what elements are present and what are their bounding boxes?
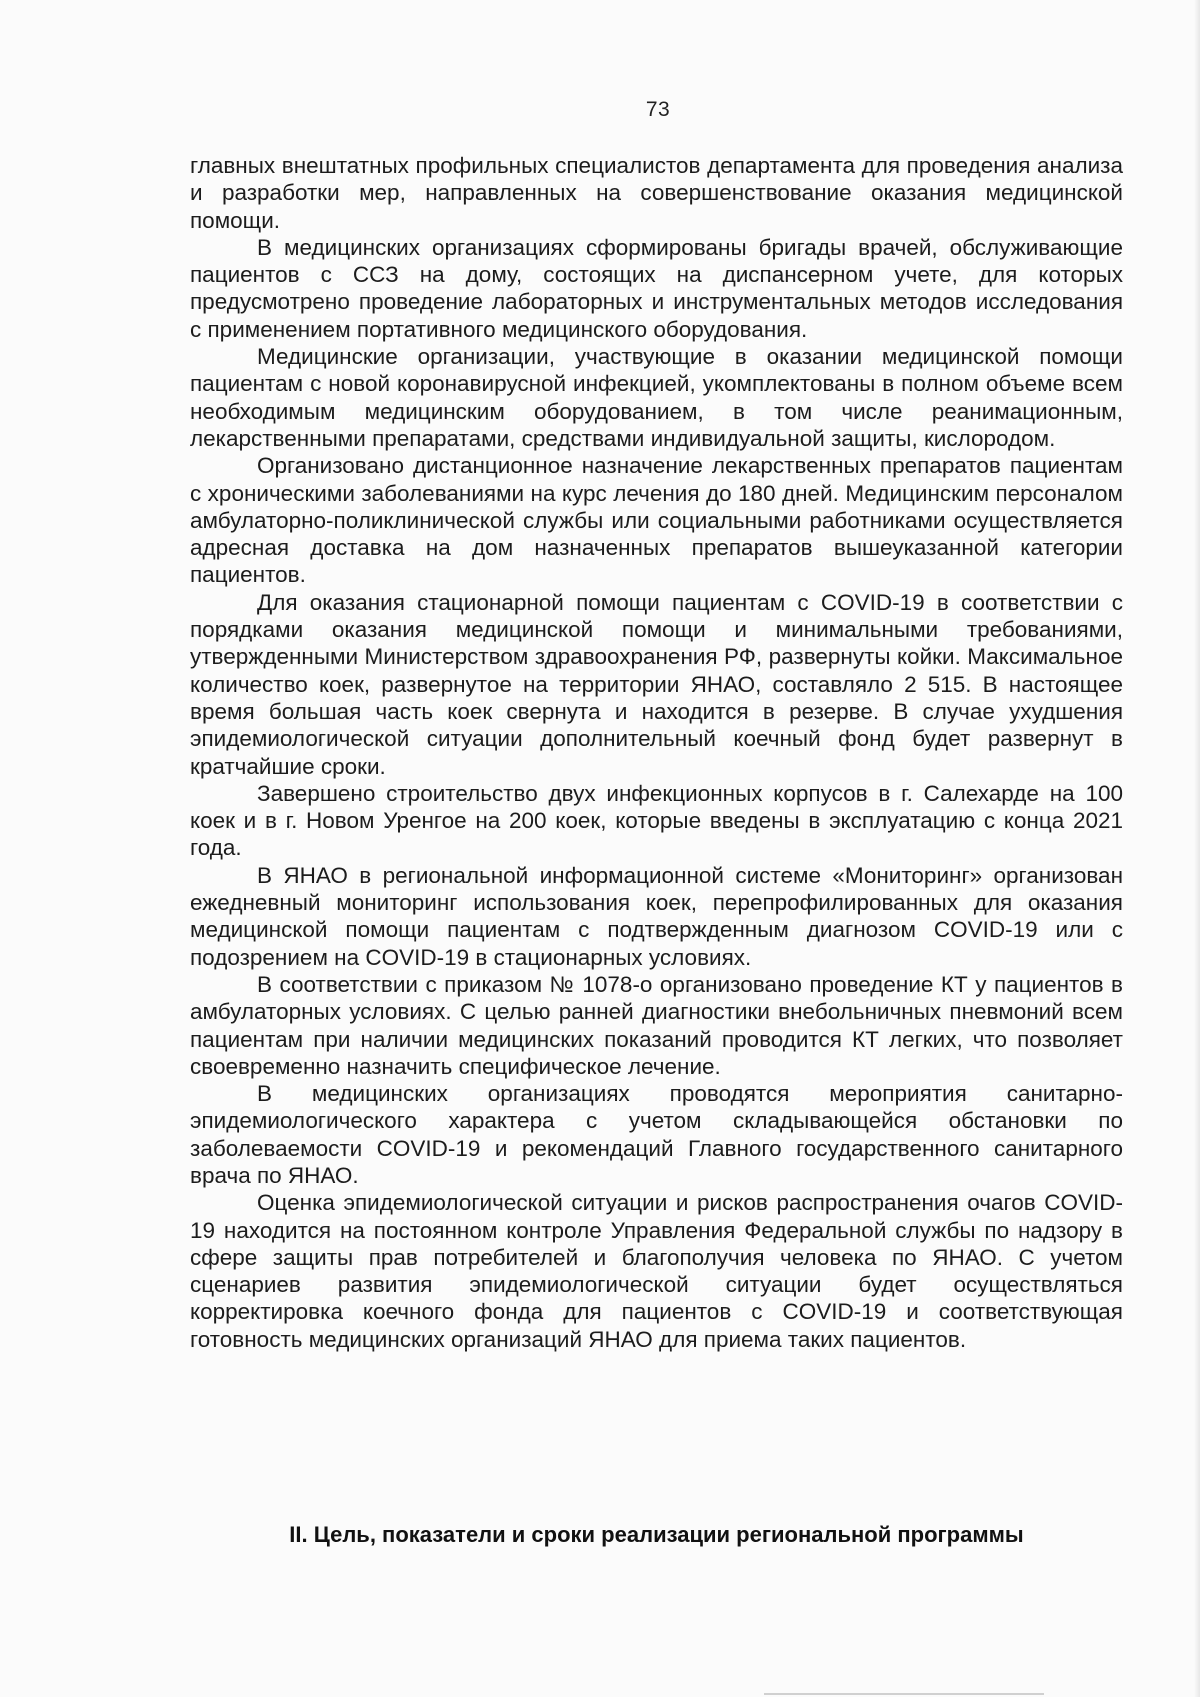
paragraph-equipment: Медицинские организации, участвующие в оказании медицинской помощи пациентам с новой коронавирусной инфекцией, укомплектованы в полном объеме всем необходимым медицинским оборудованием, в том числе реанимационным, лекарственными препаратами, средствами индивидуальной защиты, кислородом. <box>190 344 1123 451</box>
page-number: 73 <box>645 98 671 121</box>
page-edge-shadow <box>1194 0 1200 1697</box>
paragraph-remote-prescription: Организовано дистанционное назначение лекарственных препаратов пациентам с хроническими заболеваниями на курс лечения до 180 дней. Медицинским персоналом амбулаторно-поликлинической службы или социальными работниками осуществляется адресная доставка на дом назначенных препаратов вышеуказанной категории пациентов. <box>190 453 1123 588</box>
paragraph-monitoring-system: В ЯНАО в региональной информационной системе «Мониторинг» организован ежедневный мониторинг использования коек, перепрофилированных для оказания медицинской помощи пациентам с подтвержденным диагнозом COVID-19 или с подозрением на COVID-19 в стационарных условиях. <box>190 862 1123 970</box>
paragraph-risk-assessment: Оценка эпидемиологической ситуации и рисков распространения очагов COVID-19 находится на постоянном контроле Управления Федеральной службы по надзору в сфере защиты прав потребителей и благополучия человека по ЯНАО. С учетом сценариев развития эпидемиологической ситуации будет осуществляться корректировка коечного фонда для пациентов с COVID-19 и соответствующая готовность медицинских организаций ЯНАО для приема таких пациентов. <box>190 1190 1123 1352</box>
section-heading: II. Цель, показатели и сроки реализации региональной программы <box>289 1522 1024 1547</box>
paragraph-infectious-buildings: Завершено строительство двух инфекционных корпусов в г. Салехарде на 100 коек и в г. Новом Уренгое на 200 коек, которые введены в эксплуатацию с конца 2021 года. <box>190 780 1123 861</box>
paragraph-hospital-beds: Для оказания стационарной помощи пациентам с COVID-19 в соответствии с порядками оказания медицинской помощи и минимальными требованиями, утвержденными Министерством здравоохранения РФ, развернуты койки. Максимальное количество коек, развернутое на территории ЯНАО, составляло 2 515. В настоящее время большая часть коек свернута и находится в резерве. В случае ухудшения эпидемиологической ситуации дополнительный коечный фонд будет развернут в кратчайшие сроки. <box>190 589 1123 779</box>
paragraph-continuation: главных внештатных профильных специалистов департамента для проведения анализа и разработки мер, направленных на совершенствование оказания медицинской помощи. <box>190 153 1123 233</box>
paragraph-ct-order: В соответствии с приказом № 1078-о организовано проведение КТ у пациентов в амбулаторных условиях. С целью ранней диагностики внебольничных пневмоний всем пациентам при наличии медицинских показаний проводится КТ легких, что позволяет своевременно назначить специфическое лечение. <box>190 971 1123 1079</box>
document-body <box>190 152 1123 1353</box>
scan-artifact-line <box>764 1693 1044 1695</box>
paragraph-sanitary-measures: В медицинских организациях проводятся мероприятия санитарно-эпидемиологического характера с учетом складывающейся обстановки по заболеваемости COVID-19 и рекомендаций Главного государственного санитарного врача по ЯНАО. <box>190 1081 1123 1188</box>
paragraph-ssz-brigades: В медицинских организациях сформированы бригады врачей, обслуживающие пациентов с ССЗ на дому, состоящих на диспансерном учете, для которых предусмотрено проведение лабораторных и инструментальных методов исследования с применением портативного медицинского оборудования. <box>190 234 1123 342</box>
